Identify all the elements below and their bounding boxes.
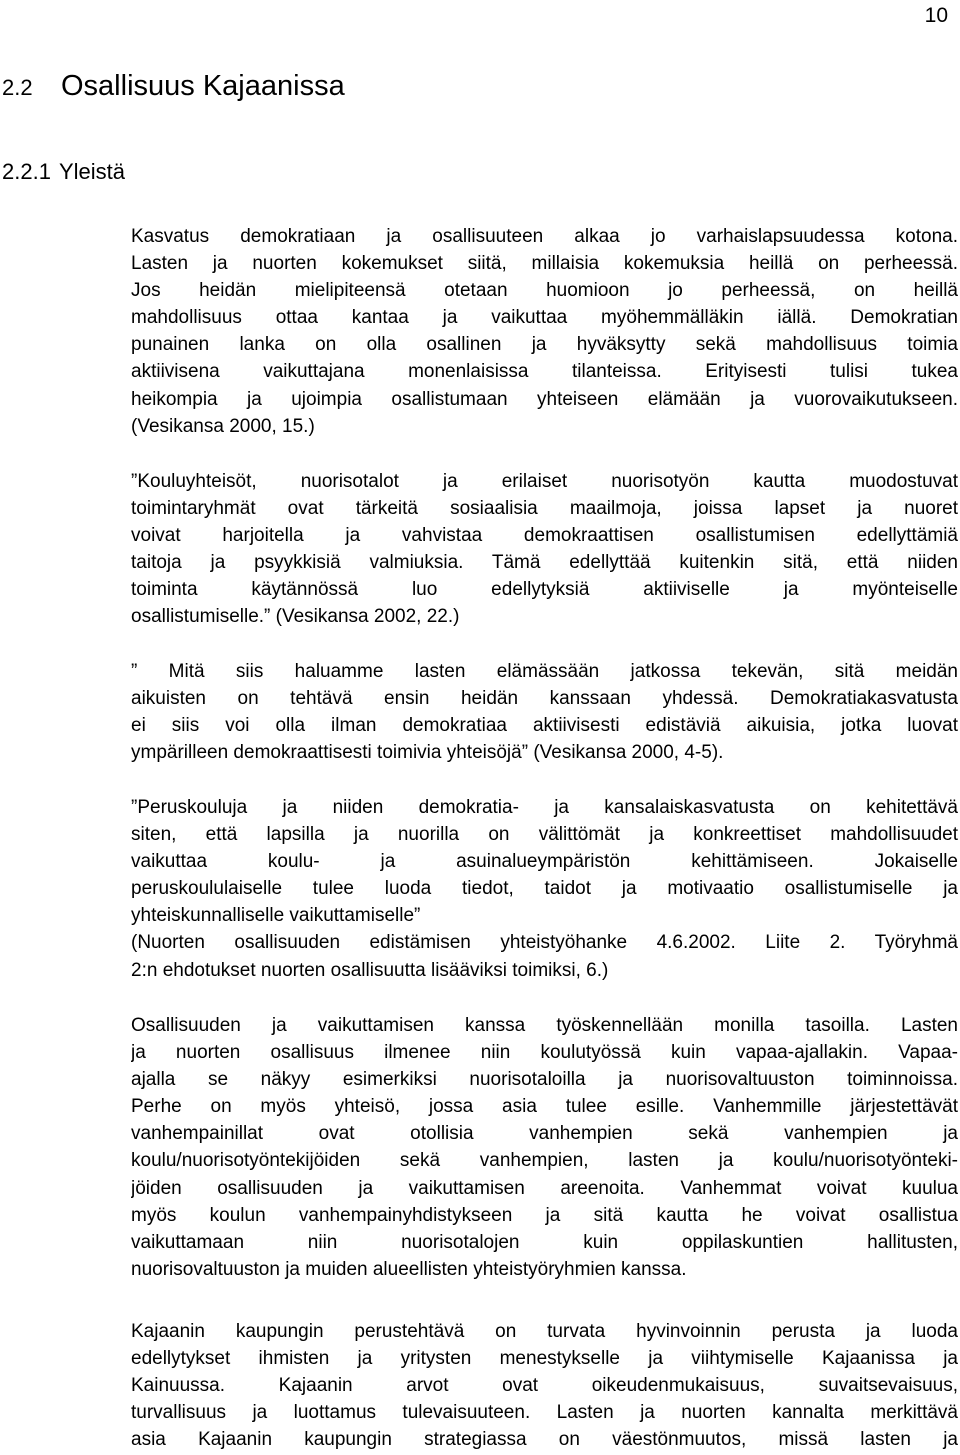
paragraph-kajaani (131, 1318, 958, 1453)
subsection-heading (2, 159, 125, 185)
paragraph-line: (Vesikansa 2000, 15.) (131, 415, 315, 437)
paragraph-line: siten, että lapsilla ja nuorilla on välittömät ja konkreettiset mahdollisuudet (131, 824, 958, 846)
paragraph-line: peruskoululaiselle tulee luoda tiedot, taidot ja motivaatio osallistumiselle ja (131, 878, 958, 900)
paragraph-line: myös koulun vanhempainyhdistykseen ja sitä kautta he voivat osallistua (131, 1204, 958, 1226)
paragraph-line: Lasten ja nuorten kokemukset siitä, millaisia kokemuksia heillä on perheessä. (131, 253, 958, 275)
paragraph-line: mahdollisuus ottaa kantaa ja vaikuttaa myöhemmälläkin iällä. Demokratian (131, 307, 958, 329)
subsection-number: 2.2.1 (2, 159, 51, 184)
paragraph-line: toiminta käytännössä luo edellytyksiä aktiiviselle ja myönteiselle (131, 579, 958, 601)
paragraph-line: nuorisovaltuuston ja muiden alueellisten yhteistyöryhmien kanssa. (131, 1258, 687, 1280)
paragraph-line: Kainuussa. Kajaanin arvot ovat oikeudenmukaisuus, suvaitsevaisuus, (131, 1375, 958, 1397)
paragraph-line: ”Peruskouluja ja niiden demokratia- ja kansalaiskasvatusta on kehitettävä (131, 797, 958, 818)
subsection-title: Yleistä (58, 159, 125, 184)
paragraph-line: ympärilleen demokraattisesti toimivia yhteisöjä” (Vesikansa 2000, 4-5). (131, 742, 724, 764)
paragraph-line: jöiden osallisuuden ja vaikuttamisen areenoita. Vanhemmat voivat kuulua (131, 1177, 958, 1199)
paragraph-intro (131, 223, 958, 440)
paragraph-line: Kasvatus demokratiaan ja osallisuuteen alkaa jo varhaislapsuudessa kotona. (131, 226, 958, 247)
paragraph-line: Perhe on myös yhteisö, jossa asia tulee esille. Vanhemmille järjestettävät (131, 1096, 958, 1118)
paragraph-line: heikompia ja ujoimpia osallistumaan yhteiseen elämään ja vuorovaikutukseen. (131, 388, 958, 410)
section-heading (2, 70, 345, 104)
paragraph-line: edellytykset ihmisten ja yritysten menestykselle ja viihtymiselle Kajaanissa ja (131, 1348, 958, 1370)
paragraph-quote-2 (131, 658, 958, 766)
paragraph-line: ajalla se näkyy esimerkiksi nuorisotaloilla ja nuorisovaltuuston toiminnoissa. (131, 1069, 958, 1091)
paragraph-line: aikuisten on tehtävä ensin heidän kanssaan yhdessä. Demokratiakasvatusta (131, 688, 958, 710)
paragraph-quote-3 (131, 794, 958, 984)
paragraph-line: Osallisuuden ja vaikuttamisen kanssa työskennellään monilla tasoilla. Lasten (131, 1015, 958, 1036)
paragraph-line: punainen lanka on olla osallinen ja hyväksytty sekä mahdollisuus toimia (131, 334, 958, 356)
page-number: 10 (924, 4, 948, 27)
paragraph-line: asia Kajaanin kaupungin strategiassa on väestönmuutos, missä lasten ja (131, 1429, 958, 1451)
paragraph-line: aktiivisena vaikuttajana monenlaisissa tilanteissa. Erityisesti tulisi tukea (131, 361, 958, 383)
paragraph-line: Jos heidän mielipiteensä otetaan huomioon jo perheessä, on heillä (131, 280, 958, 302)
paragraph-line: 2:n ehdotukset nuorten osallisuutta lisääviksi toimiksi, 6.) (131, 959, 609, 981)
paragraph-line: taitoja ja psyykkisiä valmiuksia. Tämä edellyttää kuitenkin sitä, että niiden (131, 552, 958, 574)
paragraph-line: turvallisuus ja luottamus tulevaisuuteen. Lasten ja nuorten kannalta merkittävä (131, 1402, 958, 1424)
paragraph-line: osallistumiselle.” (Vesikansa 2002, 22.) (131, 606, 460, 628)
paragraph-line: ja nuorten osallisuus ilmenee niin koulutyössä kuin vapaa-ajallakin. Vapaa- (131, 1042, 958, 1064)
paragraph-line: toimintaryhmät ovat tärkeitä sosiaalisia maailmoja, joissa lapset ja nuoret (131, 498, 958, 520)
paragraph-participation (131, 1012, 958, 1283)
paragraph-line: ”Kouluyhteisöt, nuorisotalot ja erilaiset nuorisotyön kautta muodostuvat (131, 471, 958, 492)
paragraph-line: ei siis voi olla ilman demokratiaa aktiivisesti edistäviä aikuisia, jotka luovat (131, 715, 958, 737)
paragraph-line: Kajaanin kaupungin perustehtävä on turvata hyvinvoinnin perusta ja luoda (131, 1321, 958, 1342)
paragraph-line: vaikuttamaan niin nuorisotalojen kuin oppilaskuntien hallitusten, (131, 1231, 958, 1253)
paragraph-line: yhteiskunnalliselle vaikuttamiselle” (131, 905, 421, 927)
paragraph-quote-1 (131, 468, 958, 631)
paragraph-line: ” Mitä siis haluamme lasten elämässään jatkossa tekevän, sitä meidän (131, 661, 958, 682)
paragraph-line: koulu/nuorisotyöntekijöiden sekä vanhempien, lasten ja koulu/nuorisotyönteki- (131, 1150, 958, 1172)
paragraph-line: (Nuorten osallisuuden edistämisen yhteistyöhanke 4.6.2002. Liite 2. Työryhmä (131, 932, 958, 954)
section-number: 2.2 (2, 75, 33, 100)
section-title: Osallisuus Kajaanissa (61, 70, 345, 102)
paragraph-line: vaikuttaa koulu- ja asuinalueympäristön kehittämiseen. Jokaiselle (131, 851, 958, 873)
paragraph-line: voivat harjoitella ja vahvistaa demokraattisen osallistumisen edellyttämiä (131, 525, 958, 547)
paragraph-line: vanhempainillat ovat otollisia vanhempien sekä vanhempien ja (131, 1123, 958, 1145)
